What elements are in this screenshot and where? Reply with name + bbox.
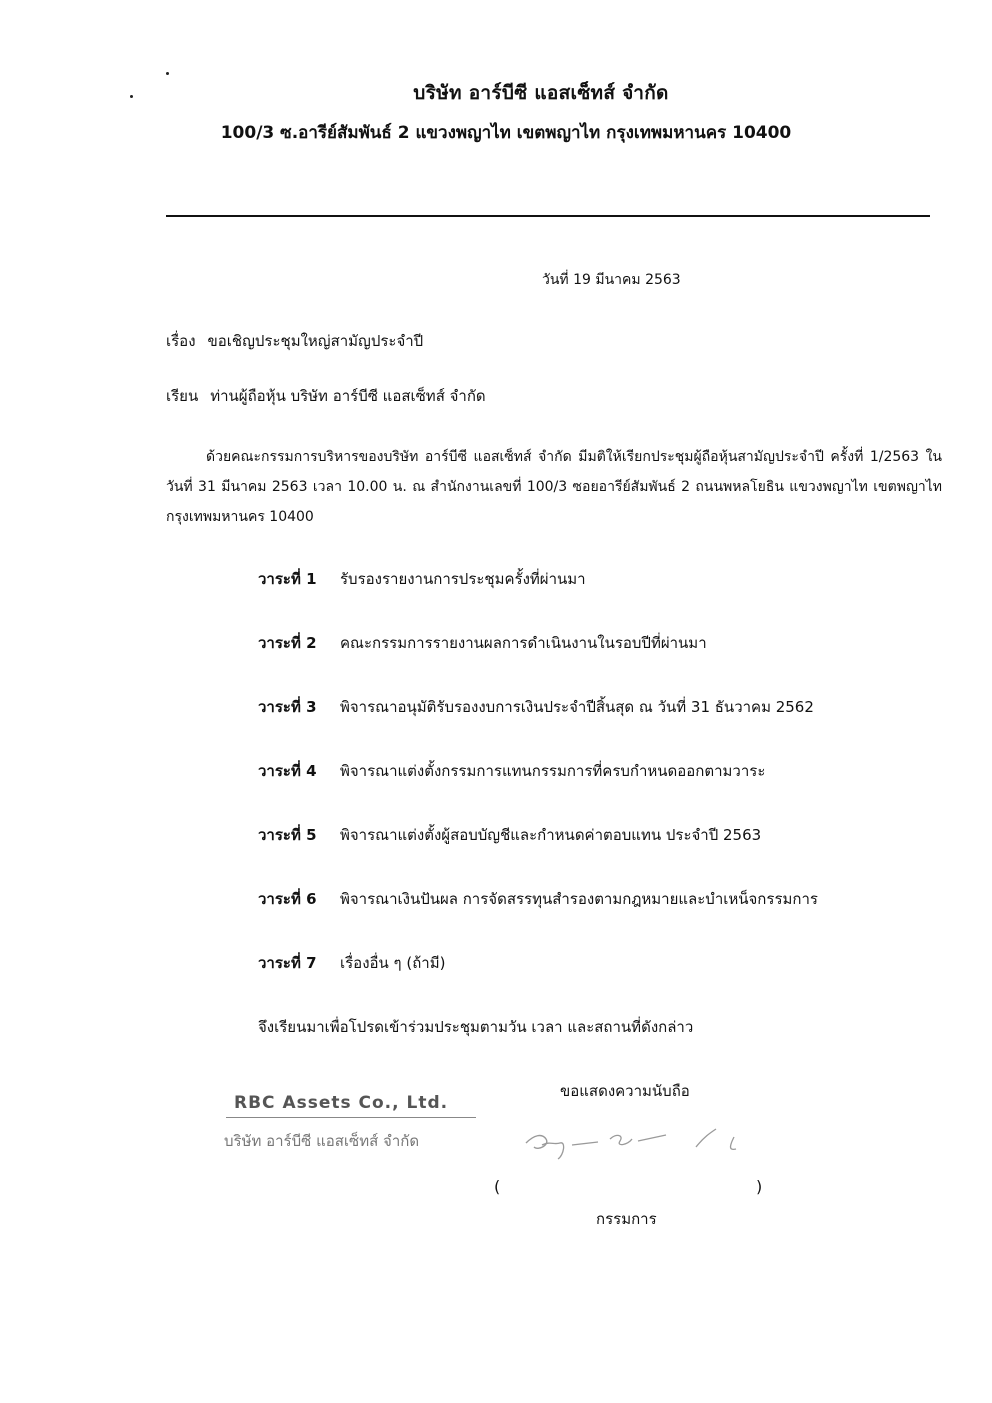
company-stamp <box>222 1093 482 1159</box>
closing-sentence: จึงเรียนมาเพื่อโปรดเข้าร่วมประชุมตามวัน เวลา และสถานที่ดังกล่าว <box>258 1018 694 1036</box>
agenda-label: วาระที่ 1 <box>258 570 317 588</box>
agenda-label: วาระที่ 6 <box>258 890 317 908</box>
agenda-item <box>258 631 707 655</box>
scan-speck <box>166 72 169 75</box>
agenda-label: วาระที่ 3 <box>258 698 317 716</box>
agenda-text: พิจารณาอนุมัติรับรองงบการเงินประจำปีสิ้นสุด ณ วันที่ 31 ธันวาคม 2562 <box>340 698 814 716</box>
subject-line <box>166 329 423 353</box>
addressee-line <box>166 384 486 408</box>
agenda-label: วาระที่ 5 <box>258 826 317 844</box>
letter-date: วันที่ 19 มีนาคม 2563 <box>542 272 681 288</box>
signature-paren-close: ) <box>756 1177 763 1196</box>
agenda-text: พิจารณาเงินปันผล การจัดสรรทุนสำรองตามกฎหมายและบำเหน็จกรรมการ <box>340 890 818 908</box>
signature-paren-open: ( <box>494 1177 501 1196</box>
stamp-thai-name: บริษัท อาร์บีซี แอสเซ็ทส์ จำกัด <box>224 1132 420 1150</box>
agenda-label: วาระที่ 2 <box>258 634 317 652</box>
agenda-item <box>258 823 761 847</box>
sign-off-respect: ขอแสดงความนับถือ <box>560 1082 690 1100</box>
stamp-english-name: RBC Assets Co., Ltd. <box>234 1093 449 1113</box>
agenda-item <box>258 567 586 591</box>
agenda-item <box>258 759 765 783</box>
agenda-text: รับรองรายงานการประชุมครั้งที่ผ่านมา <box>340 570 586 588</box>
agenda-label: วาระที่ 7 <box>258 954 317 972</box>
agenda-item <box>258 951 445 975</box>
addressee-text: ท่านผู้ถือหุ้น บริษัท อาร์บีซี แอสเซ็ทส์ จำกัด <box>210 387 486 405</box>
agenda-text: พิจารณาแต่งตั้งผู้สอบบัญชีและกำหนดค่าตอบแทน ประจำปี 2563 <box>340 826 762 844</box>
agenda-item <box>258 695 814 719</box>
body-paragraph: ด้วยคณะกรรมการบริหารของบริษัท อาร์บีซี แอสเซ็ทส์ จำกัด มีมติให้เรียกประชุมผู้ถือหุ้นสามัญประจำปี ครั้งที่ 1/2563 ในวันที่ 31 มีนาคม 2563 เวลา 10.00 น. ณ สำนักงานเลขที่ 100/3 ซอยอารีย์สัมพันธ์ 2 ถนนพหลโยธิน แขวงพญาไท เขตพญาไท กรุงเทพมหานคร 10400 <box>166 449 942 525</box>
agenda-item <box>258 887 818 911</box>
agenda-text: พิจารณาแต่งตั้งกรรมการแทนกรรมการที่ครบกำหนดออกตามวาระ <box>340 762 766 780</box>
signatory-role: กรรมการ <box>596 1210 657 1228</box>
stamp-underline <box>226 1117 476 1118</box>
handwritten-signature <box>520 1115 770 1165</box>
company-address: 100/3 ซ.อารีย์สัมพันธ์ 2 แขวงพญาไท เขตพญาไท กรุงเทพมหานคร 10400 <box>220 123 792 143</box>
addressee-label: เรียน <box>166 387 199 405</box>
subject-label: เรื่อง <box>166 332 196 350</box>
agenda-label: วาระที่ 4 <box>258 762 317 780</box>
agenda-text: เรื่องอื่น ๆ (ถ้ามี) <box>340 954 446 972</box>
agenda-text: คณะกรรมการรายงานผลการดำเนินงานในรอบปีที่ผ่านมา <box>340 634 707 652</box>
company-name: บริษัท อาร์บีซี แอสเซ็ทส์ จำกัด <box>413 82 669 104</box>
header-divider <box>166 215 930 217</box>
subject-text: ขอเชิญประชุมใหญ่สามัญประจำปี <box>207 332 424 350</box>
